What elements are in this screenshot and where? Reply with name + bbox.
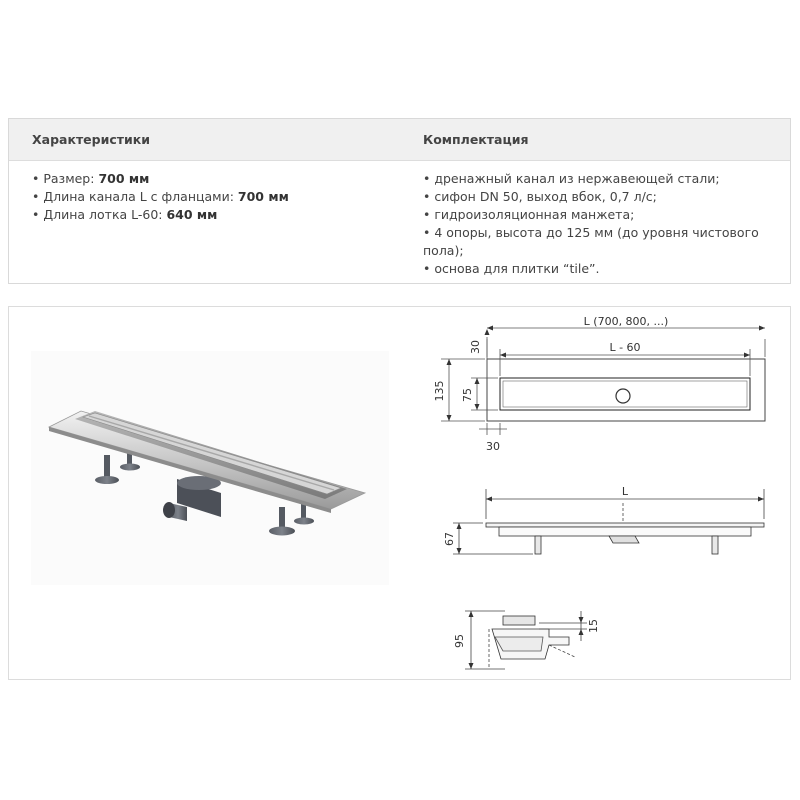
list-item: • Размер: 700 мм — [32, 171, 150, 186]
siphon — [163, 476, 221, 521]
list-item: • дренажный канал из нержавеющей стали; — [423, 171, 720, 186]
drawing-side-view — [453, 489, 764, 554]
specs-header — [9, 119, 790, 161]
dim-label-135: 135 — [433, 380, 446, 402]
product-figure — [8, 306, 791, 680]
specs-table — [8, 118, 791, 284]
list-item: • сифон DN 50, выход вбок, 0,7 л/с; — [423, 189, 657, 204]
drawing-top-view — [441, 328, 765, 435]
dimension-arrows — [447, 326, 766, 422]
list-item: • Длина лотка L-60: 640 мм — [32, 207, 218, 222]
dim-label-75: 75 — [461, 388, 474, 402]
dim-label-inner-length: L - 60 — [609, 341, 641, 354]
support-foot — [269, 507, 295, 536]
list-item: • Длина канала L с фланцами: 700 мм — [32, 189, 289, 204]
dim-label-95: 95 — [453, 634, 466, 648]
drawing-section-view — [465, 611, 587, 669]
dim-label-30-bottom: 30 — [486, 440, 500, 453]
product-illustration-svg — [9, 307, 792, 681]
dim-label-side-length: L — [621, 485, 629, 498]
dim-label-15: 15 — [587, 619, 600, 633]
support-foot — [95, 455, 119, 484]
list-item: • основа для плитки “tile”. — [423, 261, 600, 276]
kit-list — [423, 170, 783, 278]
list-item: пола); — [423, 243, 464, 258]
dim-label-30-top: 30 — [469, 340, 482, 354]
kit-title: Комплектация — [423, 132, 529, 147]
drain-product-image — [49, 411, 365, 536]
list-item: • 4 опоры, высота до 125 мм (до уровня чистового — [423, 225, 759, 240]
characteristics-list — [32, 170, 289, 224]
dim-label-total-length: L (700, 800, ...) — [583, 315, 669, 328]
characteristics-title: Характеристики — [32, 132, 151, 147]
dim-label-67: 67 — [443, 532, 456, 546]
list-item: • гидроизоляционная манжета; — [423, 207, 635, 222]
